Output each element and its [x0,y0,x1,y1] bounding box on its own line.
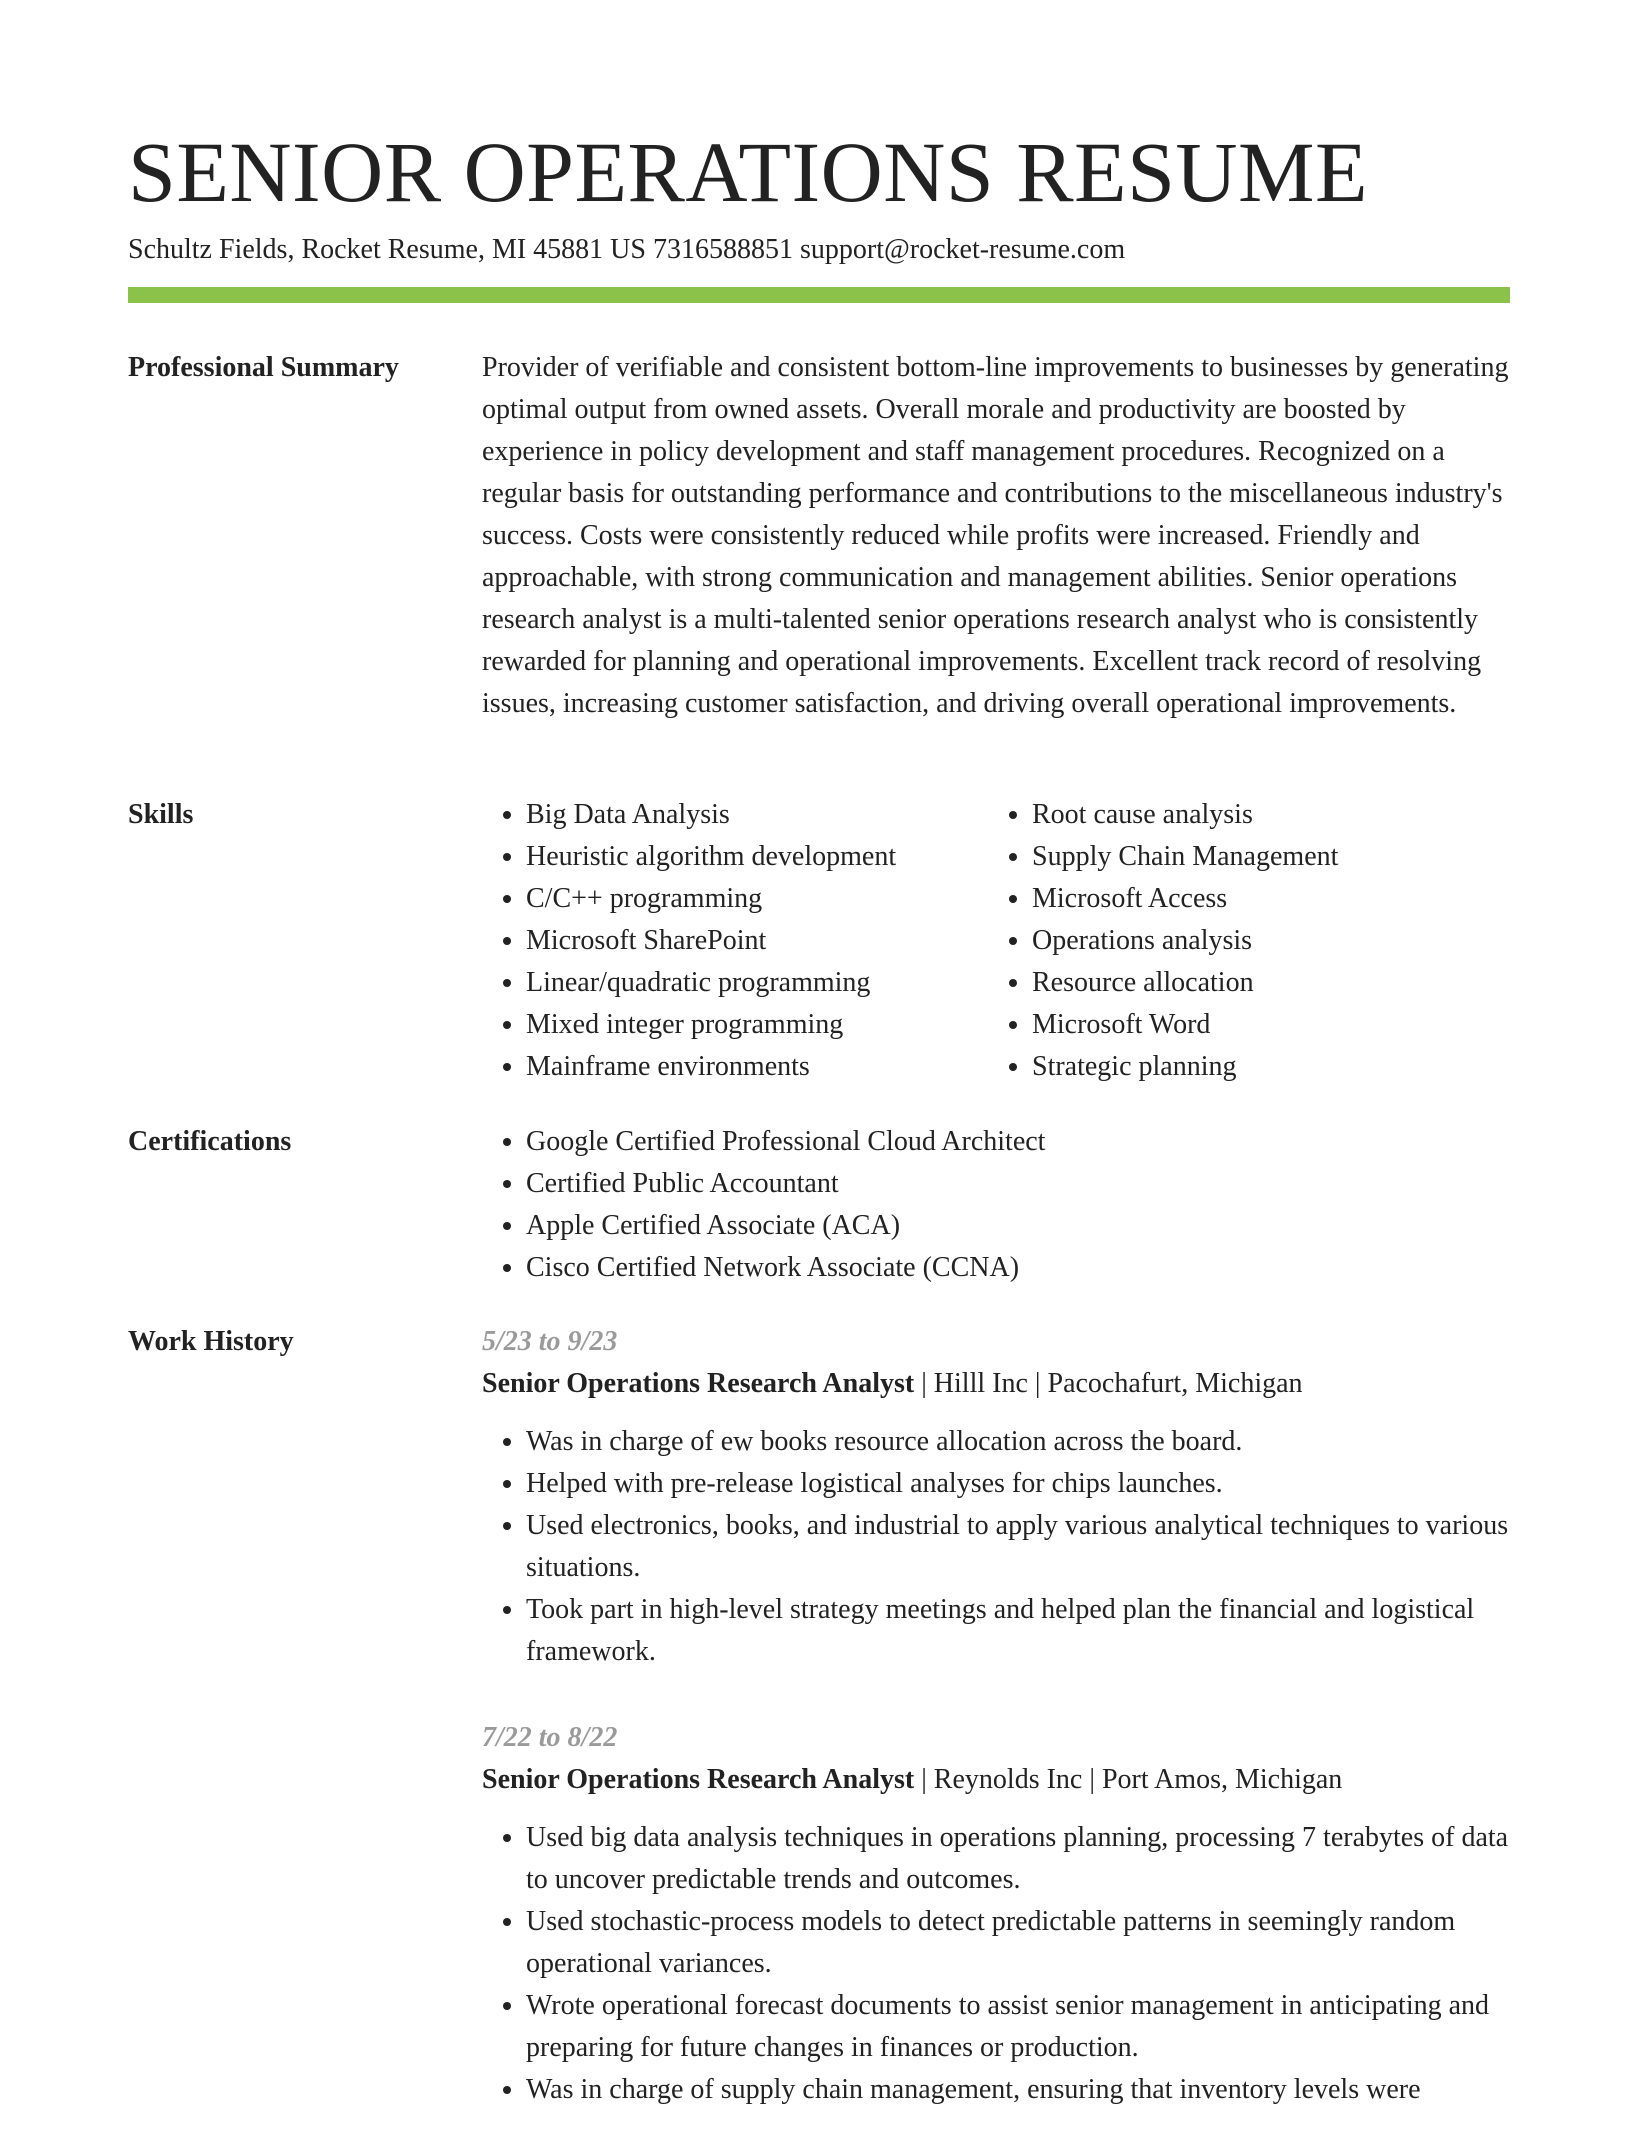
job-entry [482,1717,1510,2111]
certification-item: • Apple Certified Associate (ACA) [526,1205,1510,1247]
skills-column-left [482,794,988,1088]
skill-item: • Operations analysis [1032,920,1494,962]
accent-divider [128,287,1510,303]
section-label-summary: Professional Summary [128,352,399,383]
work-history-body [482,1321,1510,2155]
skill-item: • Microsoft Word [1032,1004,1494,1046]
job-bullet: • Was in charge of supply chain management, ensuring that inventory levels were [526,2069,1510,2111]
section-label-work-history: Work History [128,1326,294,1357]
skills-list-right [988,794,1494,1088]
skill-item: • Mixed integer programming [526,1004,988,1046]
skills-grid [482,794,1510,1088]
job-dates: 5/23 to 9/23 [482,1326,618,1357]
summary-text: Provider of verifiable and consistent bottom-line improvements to businesses by generating optimal output from owned assets. Overall morale and productivity are boosted by experience in policy development and staff management procedures. Recognized on a regular basis for outstanding performance and contributions to the miscellaneous industry's success. Costs were consistently reduced while profits were increased. Friendly and approachable, with strong communication and management abilities. Senior operations research analyst is a multi-talented senior operations research analyst who is consistently rewarded for planning and operational improvements. Excellent track record of resolving issues, increasing customer satisfaction, and driving overall operational improvements. [482,352,1509,719]
job-title: Senior Operations Research Analyst [482,1764,915,1795]
job-entry [482,1321,1510,1673]
job-bullet: • Used big data analysis techniques in operations planning, processing 7 terabytes of data to uncover predictable trends and outcomes. [526,1817,1510,1901]
skill-item: • Linear/quadratic programming [526,962,988,1004]
job-bullet: • Used stochastic-process models to detect predictable patterns in seemingly random operational variances. [526,1901,1510,1985]
skills-body [482,794,1510,1088]
job-heading [482,1363,1510,1405]
certifications-list [482,1121,1510,1289]
skill-item: • Supply Chain Management [1032,836,1494,878]
job-title: Senior Operations Research Analyst [482,1368,915,1399]
skill-item: • Resource allocation [1032,962,1494,1004]
skill-item: • Root cause analysis [1032,794,1494,836]
skill-item: • Microsoft Access [1032,878,1494,920]
contact-line: Schultz Fields, Rocket Resume, MI 45881 US 7316588851 support@rocket-resume.com [128,234,1126,265]
job-dates: 7/22 to 8/22 [482,1722,618,1753]
job-employer-location: | Hilll Inc | Pacochafurt, Michigan [914,1368,1303,1399]
job-bullets [482,1817,1510,2111]
certification-item: • Cisco Certified Network Associate (CCNA) [526,1247,1510,1289]
job-bullet: • Took part in high-level strategy meetings and helped plan the financial and logistical framework. [526,1589,1510,1673]
skill-item: • Microsoft SharePoint [526,920,988,962]
skill-item: • Heuristic algorithm development [526,836,988,878]
job-bullet: • Wrote operational forecast documents to assist senior management in anticipating and preparing for future changes in finances or production. [526,1985,1510,2069]
skills-column-right [988,794,1494,1088]
resume-title: SENIOR OPERATIONS RESUME [128,124,1369,220]
skill-item: • Strategic planning [1032,1046,1494,1088]
job-bullet: • Was in charge of ew books resource allocation across the board. [526,1421,1510,1463]
summary-body [482,347,1510,725]
job-bullet: • Used electronics, books, and industrial to apply various analytical techniques to various situations. [526,1505,1510,1589]
job-employer-location: | Reynolds Inc | Port Amos, Michigan [914,1764,1343,1795]
certification-item: • Google Certified Professional Cloud Architect [526,1121,1510,1163]
job-heading [482,1759,1510,1801]
skill-item: • Big Data Analysis [526,794,988,836]
skills-list-left [482,794,988,1088]
skill-item: • Mainframe environments [526,1046,988,1088]
certification-item: • Certified Public Accountant [526,1163,1510,1205]
section-label-skills: Skills [128,799,194,830]
certifications-body [482,1121,1510,1289]
skill-item: • C/C++ programming [526,878,988,920]
job-bullet: • Helped with pre-release logistical analyses for chips launches. [526,1463,1510,1505]
job-bullets [482,1421,1510,1673]
section-label-certifications: Certifications [128,1126,292,1157]
